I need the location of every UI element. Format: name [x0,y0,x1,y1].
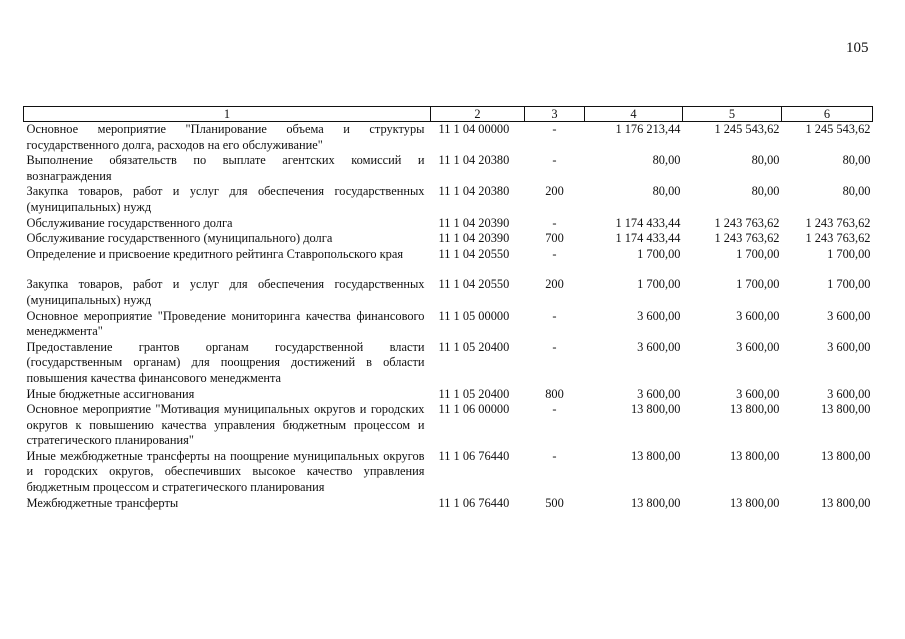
row-value-cell: 1 174 433,44 [615,231,681,246]
row-code-cell: 11 1 04 20390 [438,215,510,230]
row-type-cell: 200 [545,184,564,199]
row-type-cell: - [552,153,557,168]
row-name-cell: Предоставление грантов органам государственной власти (государственным органам) для поощрения достижений в области повышения качества финансового менеджмента [26,339,425,385]
row-value-cell: 1 243 763,62 [714,215,780,230]
row-value-cell: 13 800,00 [630,495,681,510]
table-header-row [24,107,873,122]
row-value-cell: 1 176 213,44 [615,122,681,136]
row-name-cell: Иные бюджетные ассигнования [26,386,195,401]
row-name-cell: Межбюджетные трансферты [26,495,179,510]
row-type-cell: - [552,402,557,417]
table-row [24,340,873,387]
column-header: 3 [525,107,585,122]
row-value-cell: 1 700,00 [637,277,681,292]
row-value-cell: 3 600,00 [827,386,871,401]
row-value-cell: 3 600,00 [827,308,871,323]
row-value-cell: 1 243 763,62 [714,231,780,246]
row-type-cell: - [552,246,557,261]
row-type-cell: - [552,448,557,463]
row-value-cell: 1 700,00 [736,277,780,292]
table-row [24,309,873,340]
table-row [24,122,873,154]
row-value-cell: 3 600,00 [637,386,681,401]
row-value-cell: 1 243 763,62 [805,215,871,230]
row-code-cell: 11 1 05 20400 [438,386,510,401]
row-value-cell: 1 700,00 [827,277,871,292]
row-type-cell: - [552,339,557,354]
table-row [24,247,873,263]
row-value-cell: 3 600,00 [637,308,681,323]
row-value-cell: 3 600,00 [637,339,681,354]
spacer-cell [24,262,873,277]
row-name-cell: Закупка товаров, работ и услуг для обеспечения государственных (муниципальных) нужд [26,277,425,307]
row-value-cell: 13 800,00 [820,495,871,510]
row-type-cell: - [552,215,557,230]
spacer-row [24,262,873,277]
row-name-cell: Основное мероприятие "Проведение мониторинга качества финансового менеджмента" [26,308,425,339]
row-value-cell: 3 600,00 [827,339,871,354]
row-code-cell: 11 1 06 76440 [438,448,510,463]
row-type-cell: 800 [545,386,564,401]
row-name-cell: Закупка товаров, работ и услуг для обеспечения государственных (муниципальных) нужд [26,184,425,214]
row-value-cell: 13 800,00 [630,402,681,417]
row-value-cell: 13 800,00 [729,495,780,510]
row-name-cell: Обслуживание государственного долга [26,215,233,230]
row-value-cell: 80,00 [842,153,871,168]
row-value-cell: 13 800,00 [820,402,871,417]
row-value-cell: 1 243 763,62 [805,231,871,246]
row-value-cell: 80,00 [842,184,871,199]
row-value-cell: 1 174 433,44 [615,215,681,230]
row-code-cell: 11 1 04 20380 [438,153,510,168]
row-value-cell: 13 800,00 [729,448,780,463]
row-name-cell: Иные межбюджетные трансферты на поощрение муниципальных округов и городских округов, обеспечивших высокое качество управления бюджетным процессом и стратегического планирования [26,448,425,495]
row-value-cell: 3 600,00 [736,308,780,323]
row-value-cell: 80,00 [751,153,780,168]
row-value-cell: 3 600,00 [736,339,780,354]
table-row [24,184,873,215]
table-row [24,216,873,232]
row-value-cell: 1 700,00 [637,246,681,261]
row-name-cell: Основное мероприятие "Планирование объема и структуры государственного долга, расходов на его обслуживание" [26,122,425,152]
row-value-cell: 1 245 543,62 [714,122,780,136]
row-code-cell: 11 1 04 20550 [438,277,510,292]
table-row [24,387,873,403]
row-value-cell: 13 800,00 [630,448,681,463]
row-value-cell: 80,00 [652,153,681,168]
row-value-cell: 13 800,00 [729,402,780,417]
budget-table [23,106,873,511]
table-row [24,496,873,512]
row-value-cell: 1 700,00 [736,246,780,261]
column-header: 6 [782,107,873,122]
row-type-cell: 200 [545,277,564,292]
row-value-cell: 13 800,00 [820,448,871,463]
row-value-cell: 80,00 [751,184,780,199]
row-name-cell: Определение и присвоение кредитного рейтинга Ставропольского края [26,246,404,261]
row-name-cell: Обслуживание государственного (муниципального) долга [26,231,333,246]
row-value-cell: 1 700,00 [827,246,871,261]
table-row [24,402,873,449]
row-code-cell: 11 1 06 76440 [438,495,510,510]
column-header: 2 [431,107,525,122]
row-code-cell: 11 1 04 00000 [438,122,510,136]
column-header: 4 [585,107,683,122]
row-code-cell: 11 1 05 00000 [438,308,510,323]
table-row [24,231,873,247]
row-type-cell: 700 [545,231,564,246]
column-header: 5 [683,107,782,122]
row-code-cell: 11 1 04 20380 [438,184,510,199]
row-name-cell: Основное мероприятие "Мотивация муниципальных округов и городских округов к повышению качества управления бюджетным процессом и стратегического планирования" [26,402,425,448]
row-name-cell: Выполнение обязательств по выплате агентских комиссий и вознаграждения [26,153,425,183]
row-value-cell: 1 245 543,62 [805,122,871,136]
row-type-cell: 500 [545,495,564,510]
row-type-cell: - [552,122,557,136]
row-value-cell: 80,00 [652,184,681,199]
table-row [24,153,873,184]
row-value-cell: 3 600,00 [736,386,780,401]
column-header: 1 [24,107,431,122]
row-code-cell: 11 1 04 20390 [438,231,510,246]
table-row [24,449,873,496]
row-code-cell: 11 1 04 20550 [438,246,510,261]
table-row [24,277,873,308]
row-code-cell: 11 1 05 20400 [438,339,510,354]
page-number: 105 [846,40,869,56]
row-type-cell: - [552,308,557,323]
row-code-cell: 11 1 06 00000 [438,402,510,417]
